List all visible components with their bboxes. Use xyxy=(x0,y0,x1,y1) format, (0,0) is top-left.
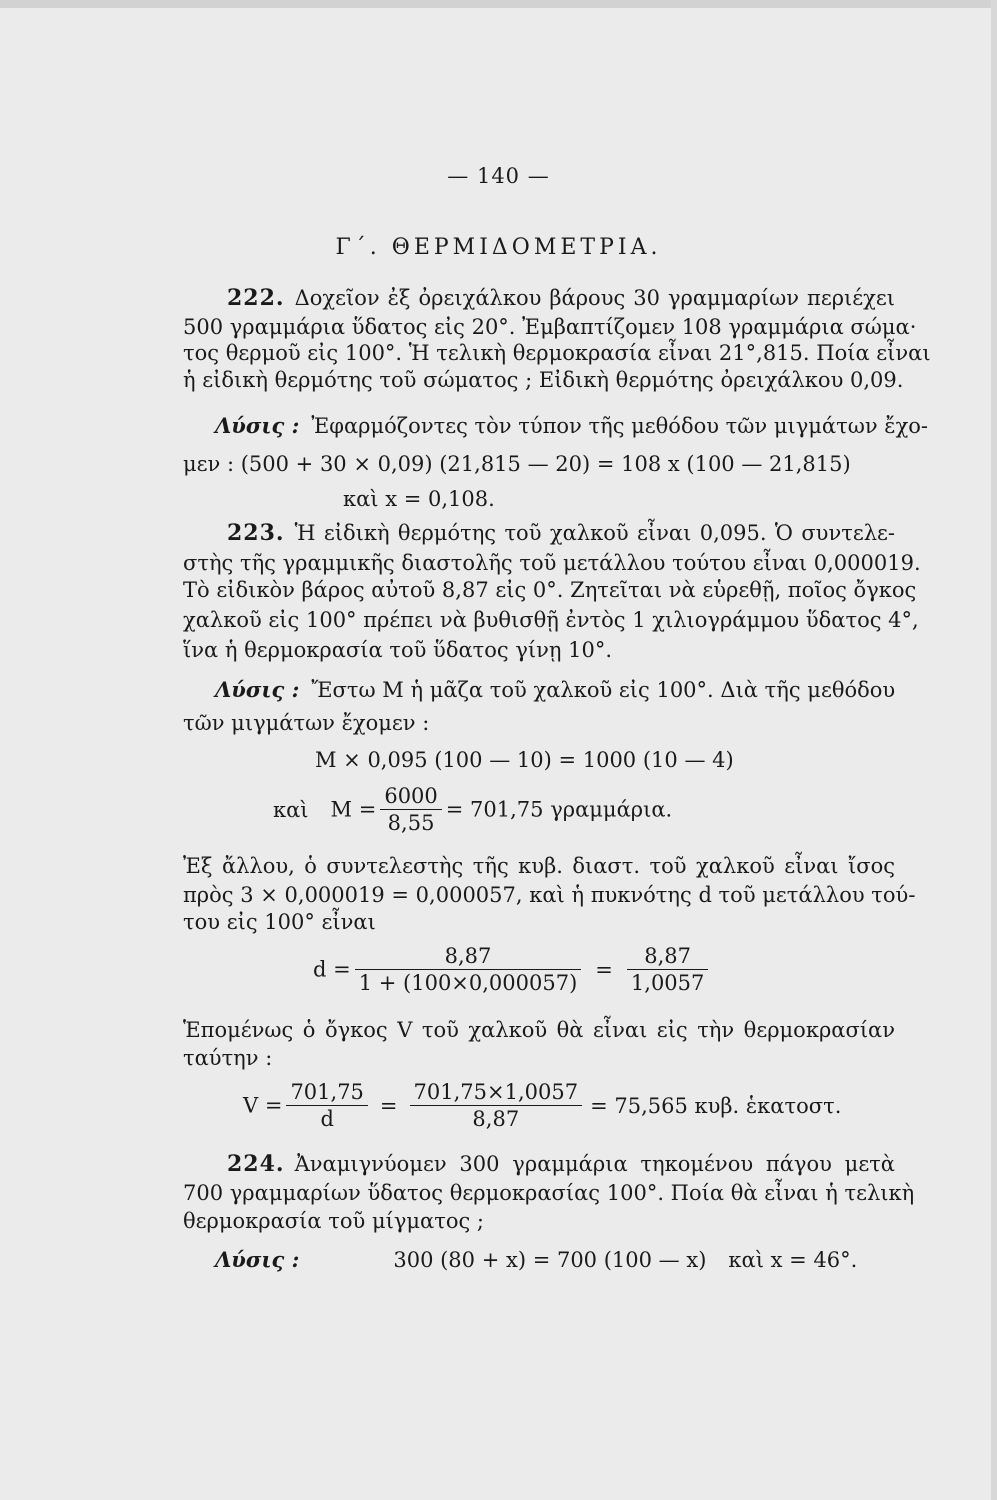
section-title: Γ΄. ΘΕΡΜΙΔΟΜΕΤΡΙΑ. xyxy=(335,235,662,260)
fraction-volume-1: $\frac{701,75}{d}$ xyxy=(286,1080,367,1131)
problem-223-line-3: Τὸ εἰδικὸν βάρος αὐτοῦ 8,87 εἰς 0°. Ζητεῖται νὰ εὑρεθῇ, ποῖος ὄγκος xyxy=(183,578,917,602)
solution-223-line-1: Λύσις : Ἔστω Μ ἡ μᾶζα τοῦ χαλκοῦ εἰς 100°. Διὰ τῆς μεθόδου xyxy=(215,677,896,702)
fraction-mass: $\frac{6000}{8,55}$ xyxy=(380,784,441,835)
problem-224-line-3: θερμοκρασία τοῦ μίγματος ; xyxy=(183,1209,484,1233)
problem-222-number: 222. xyxy=(227,285,285,311)
problem-224-line-2: 700 γραμμαρίων ὕδατος θερμοκρασίας 100°. Ποία θὰ εἶναι ἡ τελικὴ xyxy=(183,1181,915,1205)
solution-label: Λύσις : xyxy=(215,1247,300,1272)
problem-223-line-4: χαλκοῦ εἰς 100° πρέπει νὰ βυθισθῇ ἐντὸς 1 χιλιογράμμου ὕδατος 4°, xyxy=(183,608,919,632)
equation-mass: Μ × 0,095 (100 — 10) = 1000 (10 — 4) xyxy=(315,748,734,772)
equation-mass-result: καὶ Μ = $\frac{6000}{8,55}$ = 701,75 γραμμάρια. xyxy=(273,784,673,835)
solution-224: Λύσις : 300 (80 + x) = 700 (100 — x) καὶ x = 46°. xyxy=(215,1247,858,1272)
problem-223-number: 223. xyxy=(227,520,285,546)
problem-223-line-5: ἵνα ἡ θερμοκρασία τοῦ ὕδατος γίνῃ 10°. xyxy=(183,638,613,662)
problem-224-line-1: 224. Ἀναμιγνύομεν 300 γραμμάρια τηκομένου πάγου μετὰ xyxy=(227,1151,895,1177)
fraction-density-2: $\frac{8,87}{1,0057}$ xyxy=(627,944,708,995)
solution-222-result: καὶ x = 0,108. xyxy=(343,487,495,511)
problem-222-line-2: 500 γραμμάρια ὕδατος εἰς 20°. Ἐμβαπτίζομεν 108 γραμμάρια σώμα· xyxy=(183,315,917,339)
fraction-volume-2: $\frac{701,75\times 1,0057}{8,87}$ xyxy=(410,1080,583,1131)
problem-224-number: 224. xyxy=(227,1151,285,1177)
solution-222-line-1: Λύσις : Ἐφαρμόζοντες τὸν τύπον τῆς μεθόδου τῶν μιγμάτων ἔχο- xyxy=(215,413,929,438)
page-number: — 140 — xyxy=(447,164,550,188)
problem-223-line-2: στὴς τῆς γραμμικῆς διαστολῆς τοῦ μετάλλου τούτου εἶναι 0,000019. xyxy=(183,551,921,575)
fraction-density-1: $\frac{8,87}{1 + (100\times 0,000057)}$ xyxy=(355,944,582,995)
text-223-line-2: πρὸς 3 × 0,000019 = 0,000057, καὶ ἡ πυκνότης d τοῦ μετάλλου τού- xyxy=(183,883,916,907)
text-223-line-3: του εἰς 100° εἶναι xyxy=(183,910,376,934)
text-223-line-5: ταύτην : xyxy=(183,1046,273,1070)
equation-density: d = $\frac{8,87}{1 + (100\times 0,000057)}$ = $\frac{8,87}{1,0057}$ xyxy=(313,944,712,995)
text-223-line-4: Ἑπομένως ὁ ὄγκος V τοῦ χαλκοῦ θὰ εἶναι εἰς τὴν θερμοκρασίαν xyxy=(183,1018,895,1042)
text-223-line-1: Ἐξ ἄλλου, ὁ συντελεστὴς τῆς κυβ. διαστ. τοῦ χαλκοῦ εἶναι ἴσος xyxy=(183,854,895,878)
problem-223-line-1: 223. Ἡ εἰδικὴ θερμότης τοῦ χαλκοῦ εἶναι 0,095. Ὁ συντελε- xyxy=(227,520,895,546)
equation-volume: V = $\frac{701,75}{d}$ = $\frac{701,75\times 1,0057}{8,87}$ = 75,565 κυβ. ἑκατοστ. xyxy=(243,1080,842,1131)
solution-label: Λύσις : xyxy=(215,413,300,438)
problem-222-line-3: τος θερμοῦ εἰς 100°. Ἡ τελικὴ θερμοκρασία εἶναι 21°,815. Ποία εἶναι xyxy=(183,341,931,365)
solution-label: Λύσις : xyxy=(215,677,300,702)
problem-222-line-4: ἡ εἰδικὴ θερμότης τοῦ σώματος ; Εἰδικὴ θερμότης ὀρειχάλκου 0,09. xyxy=(183,368,904,392)
problem-222-line-1: 222. Δοχεῖον ἐξ ὀρειχάλκου βάρους 30 γραμμαρίων περιέχει xyxy=(227,285,895,311)
solution-223-line-2: τῶν μιγμάτων ἔχομεν : xyxy=(183,711,430,735)
solution-222-equation: μεν : (500 + 30 × 0,09) (21,815 — 20) = 108 x (100 — 21,815) xyxy=(183,452,851,476)
